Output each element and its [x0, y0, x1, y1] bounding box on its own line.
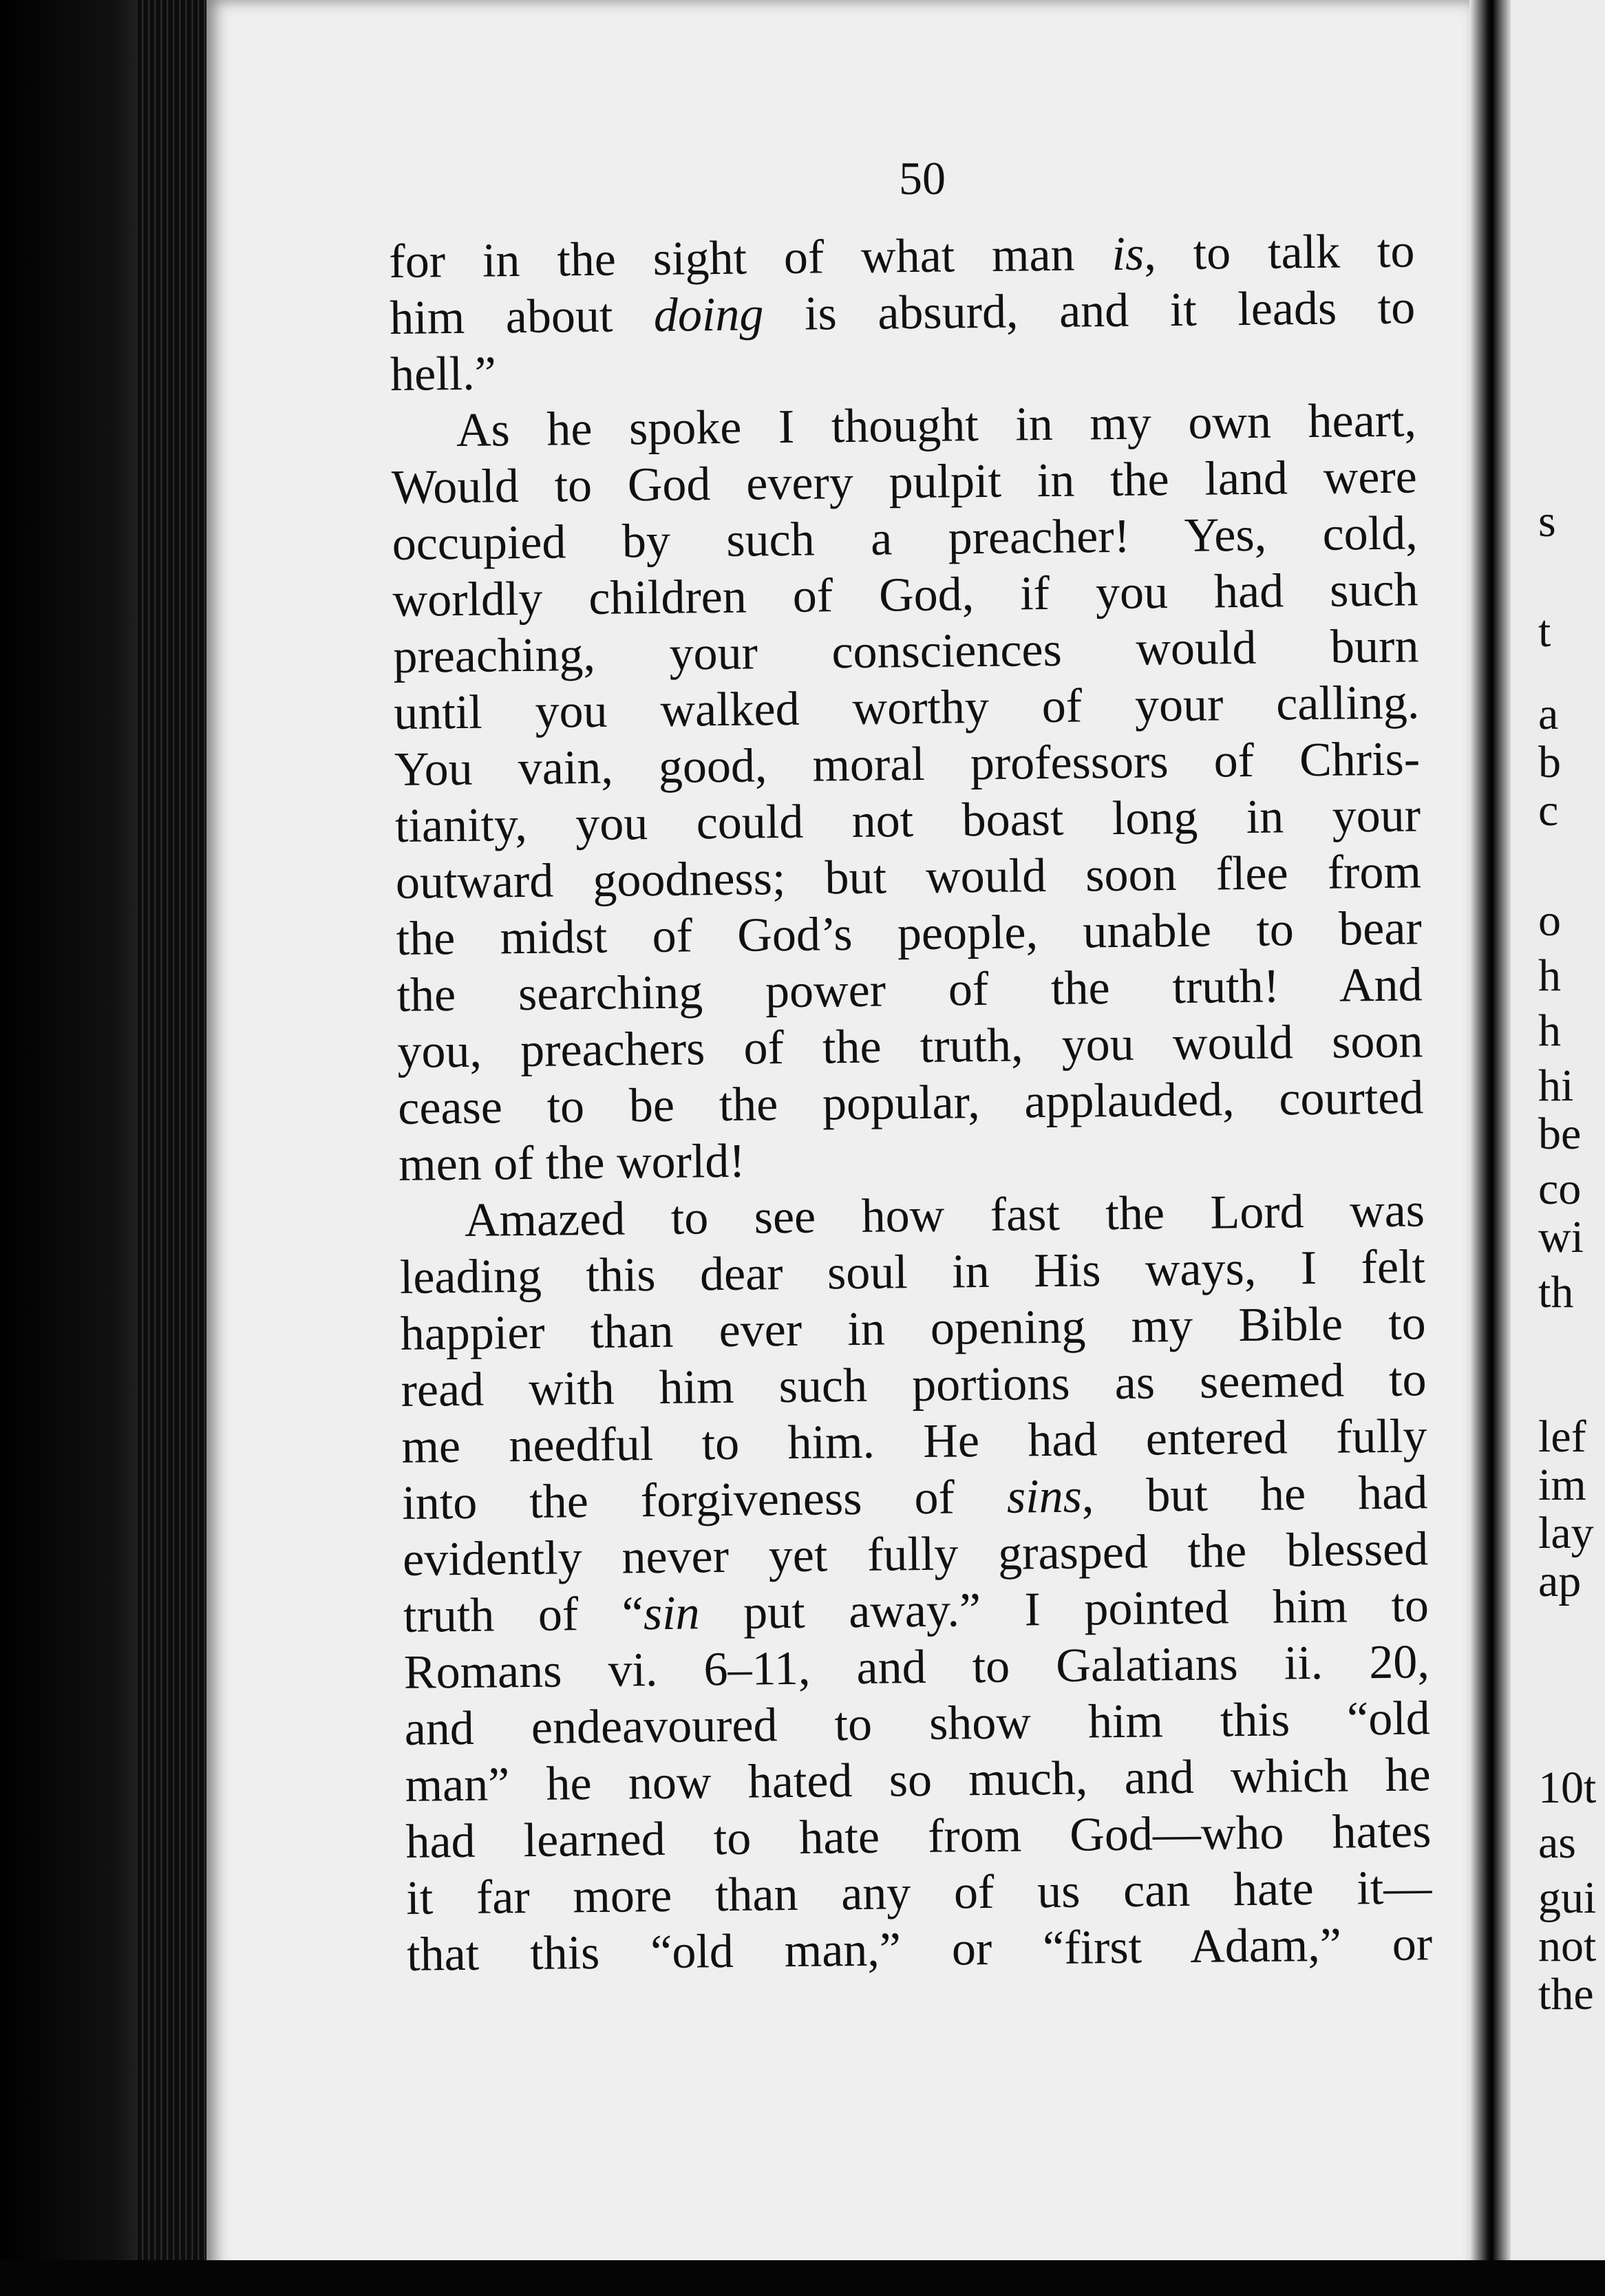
- next-page-fragment: ap: [1538, 1556, 1582, 1606]
- text-line: [397, 1013, 1423, 1081]
- text-line: [391, 449, 1417, 516]
- next-page-fragment: o: [1538, 895, 1561, 946]
- text-run: and endeavoured to show him this “old: [404, 1692, 1431, 1756]
- bottom-shadow: [0, 2260, 1605, 2296]
- text-run: me needful to him. He had entered fully: [401, 1410, 1427, 1474]
- next-page-fragment: im: [1538, 1460, 1586, 1510]
- text-line: [406, 1860, 1432, 1927]
- text-line: [403, 1577, 1429, 1645]
- next-page-fragments: [1538, 0, 1605, 2296]
- next-page-fragment: lay: [1538, 1508, 1594, 1558]
- book-gutter: [1469, 0, 1511, 2296]
- text-run: for in the sight of what man: [389, 228, 1112, 288]
- text-line: [396, 957, 1423, 1024]
- italic-word: sins: [1006, 1469, 1083, 1524]
- text-run: preaching, your consciences would burn: [393, 619, 1419, 683]
- next-page-fragment: t: [1538, 606, 1551, 657]
- text-line: [395, 844, 1421, 911]
- next-page-fragment: s: [1538, 496, 1556, 546]
- text-line: [389, 223, 1415, 290]
- next-page-fragment: lef: [1538, 1412, 1586, 1462]
- next-page-fragment: c: [1538, 785, 1559, 836]
- text-run: , to talk to: [1143, 224, 1415, 281]
- text-run: it far more than any of us can hate it—: [405, 1861, 1432, 1925]
- text-run: worldly children of God, if you had such: [392, 563, 1418, 627]
- next-page-fragment: h: [1538, 950, 1561, 1001]
- text-run: outward goodness; but would soon flee from: [395, 845, 1422, 909]
- text-line: [390, 336, 1416, 403]
- text-run: is absurd, and it leads to: [763, 281, 1416, 341]
- text-run: the midst of God’s people, unable to bear: [396, 902, 1423, 966]
- text-line: [403, 1634, 1429, 1701]
- text-run: that this “old man,” or “first Adam,” or: [406, 1917, 1433, 1981]
- text-line: [394, 674, 1420, 742]
- text-line: [393, 618, 1419, 685]
- text-line: [402, 1465, 1428, 1532]
- text-run: until you walked worthy of your calling.: [393, 676, 1420, 740]
- text-run: the searching power of the truth! And: [396, 958, 1423, 1022]
- text-run: As he spoke I thought in my own heart,: [456, 394, 1417, 457]
- next-page-fragment: be: [1538, 1109, 1582, 1159]
- text-run: occupied by such a preacher! Yes, cold,: [392, 507, 1418, 571]
- text-line: [401, 1352, 1427, 1419]
- next-page-fragment: 10t: [1538, 1763, 1597, 1813]
- text-run: , but he had: [1081, 1466, 1428, 1523]
- text-line: [398, 1126, 1425, 1193]
- text-line: [404, 1690, 1430, 1758]
- text-line: [392, 505, 1418, 573]
- text-line: [405, 1747, 1431, 1814]
- next-page-fragment: hi: [1538, 1061, 1574, 1111]
- text-line: [407, 1916, 1433, 1984]
- text-line: [400, 1295, 1426, 1363]
- text-line: [401, 1408, 1427, 1476]
- page-body-text: [389, 223, 1433, 1983]
- page-number: 50: [899, 152, 946, 204]
- text-run: tianity, you could not boast long in your: [394, 789, 1421, 853]
- text-run: truth of “: [403, 1587, 644, 1643]
- text-run: man” he now hated so much, and which he: [405, 1748, 1431, 1812]
- text-run: You vain, good, moral professors of Chris-: [394, 732, 1421, 796]
- next-page-fragment: a: [1538, 689, 1559, 739]
- text-run: put away.” I pointed him to: [699, 1579, 1429, 1640]
- next-page-fragment: h: [1538, 1006, 1561, 1056]
- text-run: Would to God every pulpit in the land were: [391, 450, 1418, 514]
- text-line: [405, 1803, 1432, 1871]
- text-line: [399, 1182, 1425, 1250]
- text-line: [394, 731, 1421, 798]
- text-run: hell.”: [390, 347, 497, 401]
- next-page-fragment: co: [1538, 1164, 1582, 1214]
- text-line: [399, 1239, 1425, 1306]
- text-run: cease to be the popular, applauded, courted: [397, 1071, 1424, 1135]
- text-run: had learned to hate from God—who hates: [405, 1805, 1432, 1869]
- text-line: [396, 900, 1422, 968]
- text-run: men of the world!: [398, 1134, 746, 1191]
- next-page-fragment: the: [1538, 1969, 1594, 2019]
- italic-word: is: [1112, 227, 1145, 281]
- next-page-fragment: b: [1538, 737, 1561, 787]
- text-run: leading this dear soul in His ways, I felt: [399, 1240, 1426, 1304]
- next-page-fragment: th: [1538, 1267, 1574, 1317]
- text-line: [403, 1521, 1429, 1588]
- text-run: evidently never yet fully grasped the blessed: [402, 1522, 1429, 1586]
- text-run: Amazed to see how fast the Lord was: [464, 1184, 1425, 1247]
- text-run: you, preachers of the truth, you would soon: [397, 1014, 1423, 1078]
- italic-word: doing: [653, 288, 764, 342]
- next-page-fragment: as: [1538, 1818, 1576, 1868]
- next-page-fragment: not: [1538, 1921, 1597, 1971]
- text-line: [391, 392, 1417, 460]
- next-page-fragment: wi: [1538, 1212, 1584, 1262]
- text-line: [390, 279, 1416, 347]
- text-run: him about: [389, 288, 655, 345]
- text-line: [392, 562, 1418, 629]
- text-line: [395, 787, 1421, 855]
- italic-word: sin: [643, 1586, 700, 1641]
- next-page-fragment: gui: [1538, 1873, 1597, 1923]
- text-run: into the forgiveness of: [401, 1470, 1008, 1530]
- text-run: Romans vi. 6–11, and to Galatians ii. 20,: [403, 1635, 1430, 1699]
- text-line: [398, 1070, 1424, 1137]
- page-stack-edge: [138, 0, 213, 2296]
- text-run: happier than ever in opening my Bible to: [400, 1297, 1427, 1361]
- text-run: read with him such portions as seemed to: [401, 1353, 1427, 1417]
